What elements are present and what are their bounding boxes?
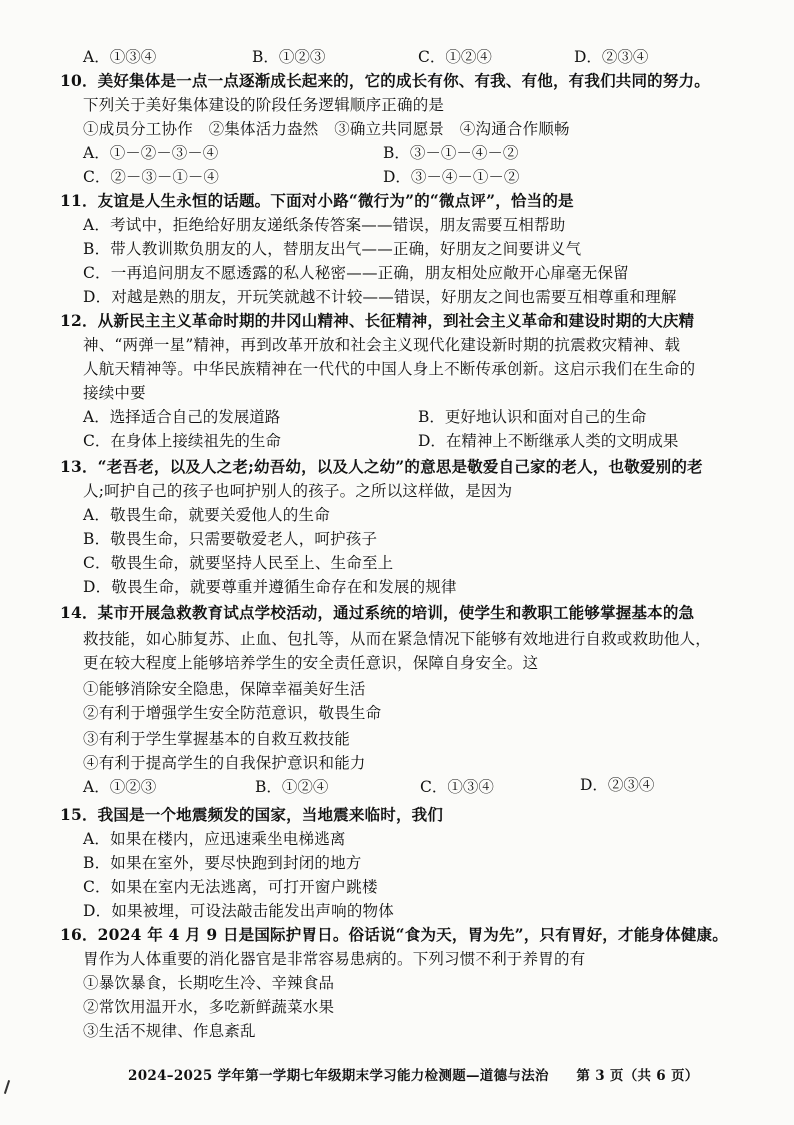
- q10-stem-2: 下列关于美好集体建设的阶段任务逻辑顺序正确的是: [83, 96, 445, 114]
- q13-option-b: B．敬畏生命，只需要敬爱老人，呵护孩子: [83, 530, 378, 548]
- q10-stem: 10．美好集体是一点一点逐渐成长起来的，它的成长有你、有我、有他，有我们共同的努力。: [60, 71, 710, 90]
- q12-option-a: A．选择适合自己的发展道路: [83, 408, 281, 426]
- q13-option-c: C．敬畏生命，就要坚持人民至上、生命至上: [83, 554, 394, 572]
- q12-option-c: C．在身体上接续祖先的生命: [83, 432, 281, 450]
- q14-option-b: B．①②④: [255, 778, 329, 796]
- q11-option-b: B．带人教训欺负朋友的人，替朋友出气——正确，好朋友之间要讲义气: [83, 240, 582, 258]
- q12-option-b: B．更好地认识和面对自己的生命: [418, 408, 647, 426]
- q11-option-a: A．考试中，拒绝给好朋友递纸条传答案——错误，朋友需要互相帮助: [83, 216, 566, 234]
- q14-option-c: C．①③④: [420, 778, 494, 796]
- q13-option-a: A．敬畏生命，就要关爱他人的生命: [83, 506, 330, 524]
- q13-option-d: D．敬畏生命，就要尊重并遵循生命存在和发展的规律: [83, 578, 457, 596]
- q16-statement-2: ②常饮用温开水，多吃新鲜蔬菜水果: [83, 998, 335, 1016]
- q14-stem-2: 救技能，如心肺复苏、止血、包扎等，从而在紧急情况下能够有效地进行自救或救助他人，: [83, 630, 712, 648]
- q12-stem: 12．从新民主主义革命时期的井冈山精神、长征精神，到社会主义革命和建设时期的大庆精: [60, 311, 695, 330]
- q11-stem: 11．友谊是人生永恒的话题。下面对小路“微行为”的“微点评”，恰当的是: [60, 191, 574, 210]
- q10-option-c: C．②－③－①－④: [83, 168, 219, 186]
- q10-option-d: D．③－④－①－②: [383, 168, 520, 186]
- q10-option-a: A．①－②－③－④: [83, 144, 219, 162]
- q13-stem: 13．“老吾老，以及人之老;幼吾幼，以及人之幼”的意思是敬爱自己家的老人，也敬爱别的老: [60, 457, 703, 476]
- prev-option-b: B．①②③: [252, 48, 326, 66]
- q16-statement-1: ①暴饮暴食，长期吃生冷、辛辣食品: [83, 974, 335, 992]
- q14-option-a: A．①②③: [83, 778, 157, 796]
- q15-option-d: D．如果被埋，可设法敲击能发出声响的物体: [83, 902, 394, 920]
- q13-stem-2: 人;呵护自己的孩子也呵护别人的孩子。之所以这样做，是因为: [83, 482, 513, 500]
- q14-statement-1: ①能够消除安全隐患，保障幸福美好生活: [83, 680, 366, 698]
- prev-option-d: D．②③④: [574, 48, 649, 66]
- q14-statement-2: ②有利于增强学生安全防范意识，敬畏生命: [83, 704, 382, 722]
- q16-statement-3: ③生活不规律、作息紊乱: [83, 1022, 256, 1040]
- q14-statement-3: ③有利于学生掌握基本的自救互救技能: [83, 730, 350, 748]
- q12-stem-4: 接续中要: [83, 384, 146, 402]
- q15-option-b: B．如果在室外，要尽快跑到封闭的地方: [83, 854, 362, 872]
- q11-option-d: D．对越是熟的朋友，开玩笑就越不计较——错误，好朋友之间也需要互相尊重和理解: [83, 288, 677, 306]
- q15-stem: 15．我国是一个地震频发的国家，当地震来临时，我们: [60, 805, 444, 824]
- q14-statement-4: ④有利于提高学生的自我保护意识和能力: [83, 754, 366, 772]
- q14-option-d: D．②③④: [580, 776, 655, 794]
- q15-option-c: C．如果在室内无法逃离，可打开窗户跳楼: [83, 878, 378, 896]
- q16-stem: 16．2024 年 4 月 9 日是国际护胃日。俗话说“食为天，胃为先”，只有胃好，才能身体健康。: [60, 925, 728, 944]
- q12-option-d: D．在精神上不断继承人类的文明成果: [418, 432, 679, 450]
- q11-option-c: C．一再追问朋友不愿透露的私人秘密——正确，朋友相处应敞开心扉毫无保留: [83, 264, 629, 282]
- q10-option-b: B．③－①－④－②: [383, 144, 519, 162]
- q14-stem: 14．某市开展急救教育试点学校活动，通过系统的培训，使学生和教职工能够掌握基本的急: [60, 603, 695, 622]
- prev-option-a: A．①③④: [83, 48, 157, 66]
- page-footer: 2024–2025 学年第一学期七年级期末学习能力检测题—道德与法治 第 3 页（共 6 页）: [128, 1068, 699, 1084]
- q15-option-a: A．如果在楼内，应迅速乘坐电梯逃离: [83, 830, 346, 848]
- q14-stem-3: 更在较大程度上能够培养学生的安全责任意识，保障自身安全。这: [83, 654, 539, 672]
- q12-stem-2: 神、“两弹一星”精神，再到改革开放和社会主义现代化建设新时期的抗震救灾精神、载: [83, 336, 681, 354]
- q10-statements: ①成员分工协作 ②集体活力盎然 ③确立共同愿景 ④沟通合作顺畅: [83, 120, 570, 138]
- prev-option-c: C．①②④: [418, 48, 492, 66]
- q12-stem-3: 人航天精神等。中华民族精神在一代代的中国人身上不断传承创新。这启示我们在生命的: [83, 360, 696, 378]
- scan-mark: [4, 1080, 10, 1094]
- q16-stem-2: 胃作为人体重要的消化器官是非常容易患病的。下列习惯不利于养胃的有: [83, 950, 586, 968]
